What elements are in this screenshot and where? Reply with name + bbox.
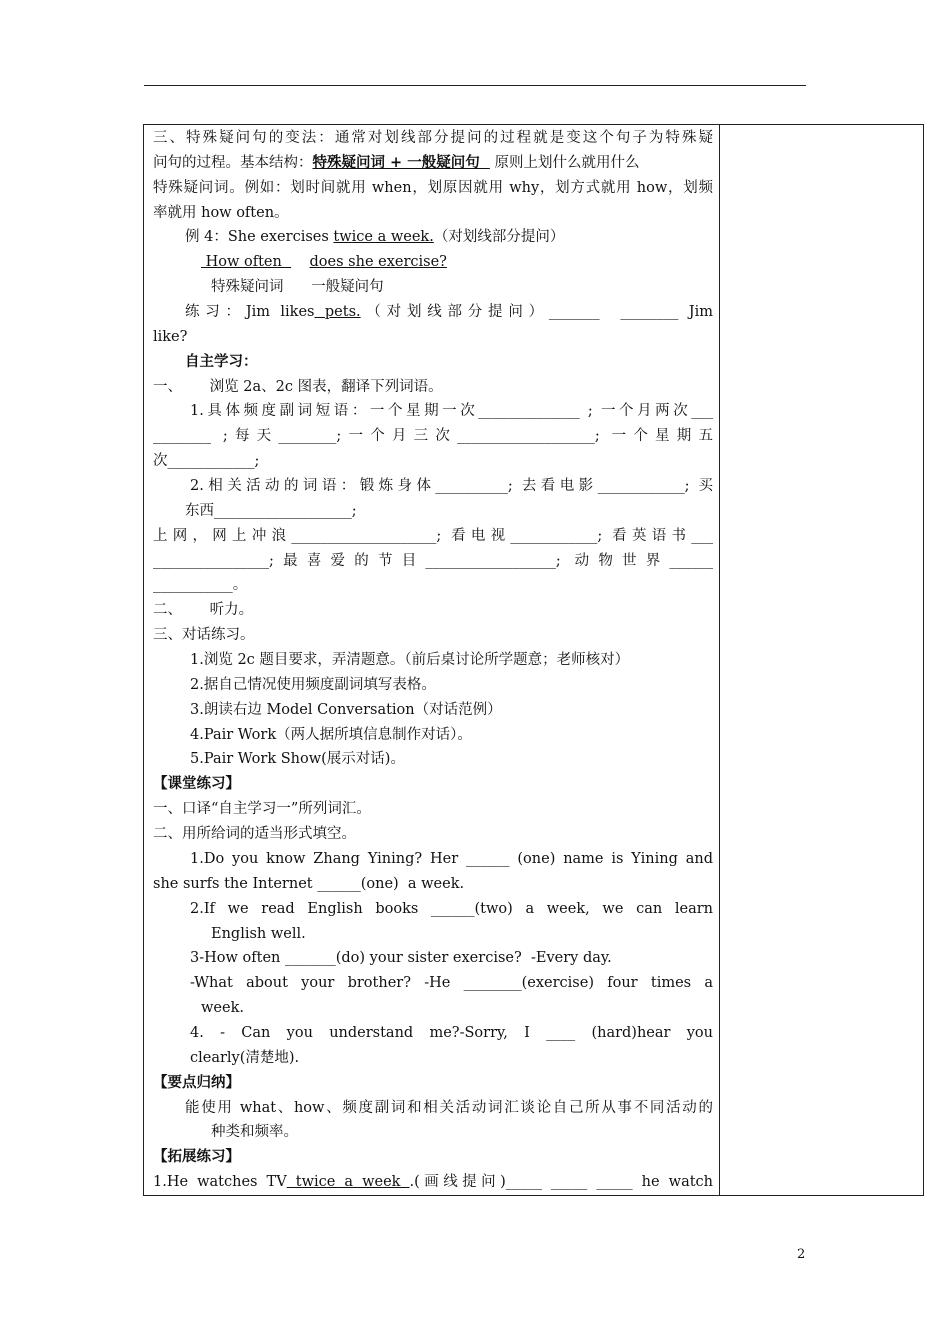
underlined-text: twice a week. <box>333 229 434 246</box>
text-span: 1.He watches TV <box>153 1174 287 1191</box>
text-line: ________ ;每天________;一个月三次___________________; 一个星期五 <box>153 428 713 445</box>
text-line: 二、 听力。 <box>153 602 254 619</box>
text-line: week. <box>201 1000 244 1017</box>
text-line <box>153 250 713 275</box>
text-line: 次____________; <box>153 453 260 470</box>
text-line: 率就用 how often。 <box>153 204 289 221</box>
text-span: .(画线提问)_____ _____ _____ he watch <box>409 1174 713 1191</box>
text-line: 特殊疑问词 一般疑问句 <box>211 279 384 296</box>
text-line: -What about your brother? -He ________(exercise) four times a <box>190 975 713 992</box>
text-span <box>291 254 309 270</box>
text-line: 特殊疑问词。例如：划时间就用 when，划原因就用 why，划方式就用 how，划频 <box>153 179 713 196</box>
text-line: 5.Pair Work Show(展示对话)。 <box>190 751 405 768</box>
underlined-text: does she exercise? <box>309 254 447 271</box>
text-line <box>153 1170 713 1195</box>
text-line: 二、用所给词的适当形式填空。 <box>153 826 356 843</box>
text-line: like? <box>153 328 188 345</box>
text-line: 1.浏览 2c 题目要求，弄清题意。（前后桌讨论所学题意；老师核对） <box>190 652 630 669</box>
text-line: 【拓展练习】 <box>153 1148 240 1166</box>
text-line: 2.据自己情况使用频度副词填写表格。 <box>190 676 436 693</box>
text-line: she surfs the Internet ______(one) a week. <box>153 875 465 892</box>
header-rule <box>144 85 806 86</box>
text-line: 一、口译“自主学习一”所列词汇。 <box>153 801 371 818</box>
text-line: 三、对话练习。 <box>153 627 255 644</box>
text-line <box>153 151 713 176</box>
text-line: 【课堂练习】 <box>153 775 240 793</box>
text-span: （对划线部分提问）_______ ________ Jim <box>360 304 713 321</box>
table-column-divider <box>719 124 720 1196</box>
table-left-cell <box>153 126 713 1195</box>
text-line: 1.具体频度副词短语：一个星期一次______________ ; 一个月两次___ <box>190 403 713 420</box>
text-line: 自主学习： <box>185 352 258 370</box>
text-line: 3.朗读右边 Model Conversation（对话范例） <box>190 701 502 718</box>
text-line: ________________;最喜爱的节目__________________; 动物世界______ <box>153 552 713 569</box>
text-line: English well. <box>211 925 306 942</box>
text-line: 1.Do you know Zhang Yining? Her ______ (one) name is Yining and <box>190 850 713 867</box>
page-number: 2 <box>797 1247 806 1262</box>
text-span: 例 4：She exercises <box>185 229 334 246</box>
text-line: 2.If we read English books ______(two) a week, we can learn <box>190 900 713 917</box>
text-span: （对划线部分提问） <box>433 229 565 246</box>
text-line: 上网，网上冲浪____________________; 看电视____________; 看英语书___ <box>153 527 713 544</box>
text-line <box>153 225 713 250</box>
text-line: 4.Pair Work（两人据所填信息制作对话）。 <box>190 726 472 743</box>
text-line: 【要点归纳】 <box>153 1073 240 1091</box>
text-line: 3-How often _______(do) your sister exercise? -Every day. <box>190 950 612 967</box>
text-line: 三、特殊疑问句的变法：通常对划线部分提问的过程就是变这个句子为特殊疑 <box>153 130 713 146</box>
text-line: 2.相关活动的词语：锻炼身体__________; 去看电影____________; 买 <box>190 478 713 495</box>
text-span: 问句的过程。基本结构： <box>153 154 313 171</box>
text-line: 一、 浏览 2a、2c 图表，翻译下列词语。 <box>153 378 443 395</box>
text-line: 4. - Can you understand me?-Sorry, I ____ (hard)hear you <box>190 1024 713 1041</box>
text-line: 种类和频率。 <box>211 1124 298 1141</box>
text-line: ___________。 <box>153 577 248 594</box>
text-line: 东西___________________; <box>185 502 357 519</box>
text-span: 原则上划什么就用什么 <box>489 154 640 171</box>
underlined-text: twice a week <box>286 1174 410 1191</box>
underlined-text: pets. <box>314 304 361 321</box>
underlined-text: 特殊疑问词 + 一般疑问句 <box>312 153 490 171</box>
text-line: clearly(清楚地). <box>190 1049 300 1066</box>
text-span: 练习：Jim likes <box>185 304 315 321</box>
text-line: 能使用 what、how、频度副词和相关活动词汇谈论自己所从事不同活动的 <box>185 1099 713 1116</box>
text-line <box>153 300 713 325</box>
underlined-text: How often <box>201 254 292 271</box>
